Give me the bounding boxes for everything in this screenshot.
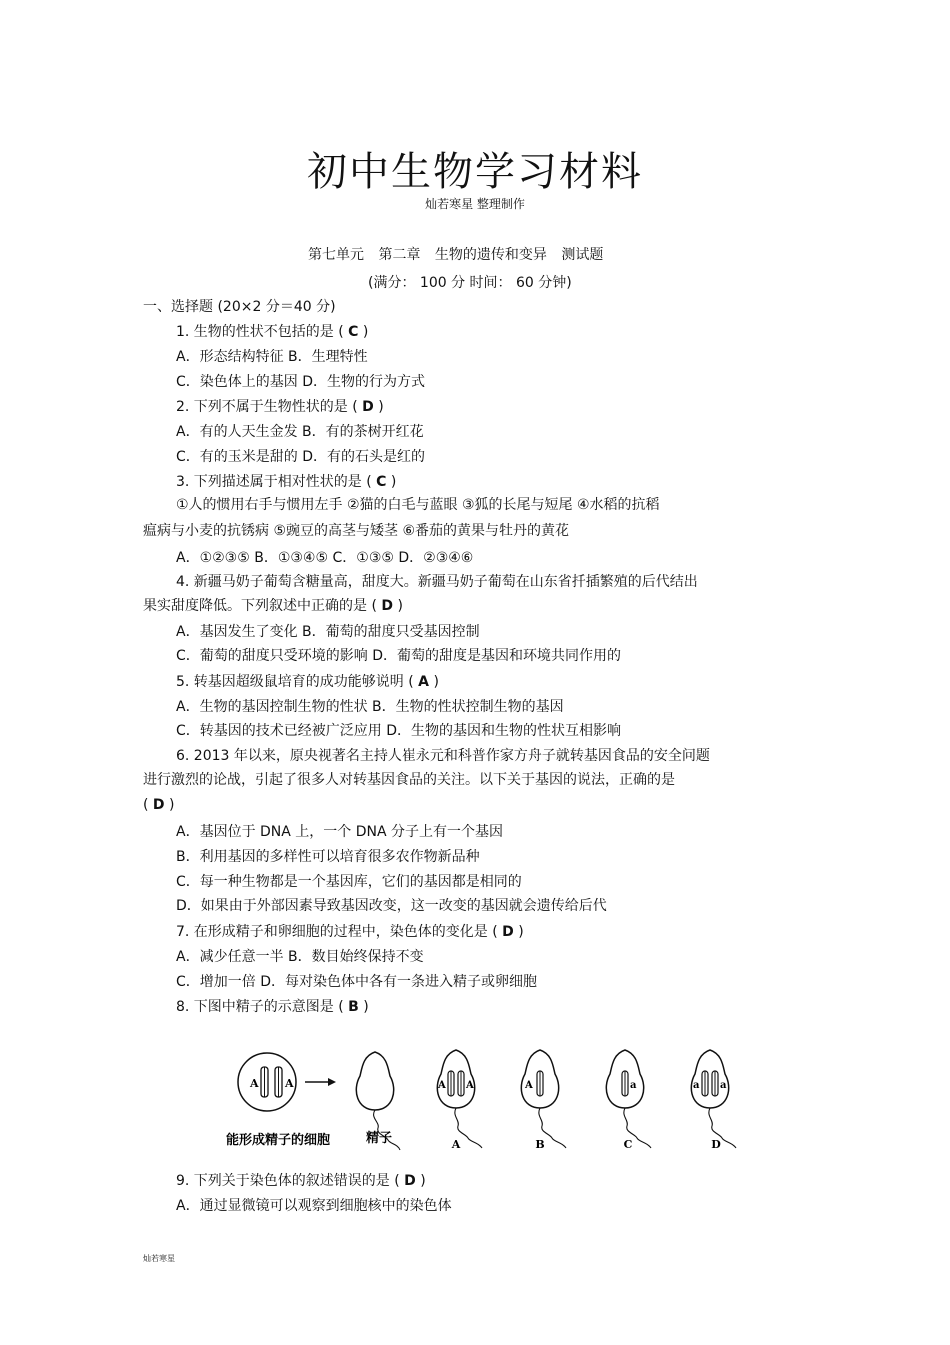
- option-b-diagram: [521, 1050, 566, 1148]
- question-line: [143, 595, 403, 615]
- closing-paren: ): [386, 474, 397, 490]
- question-stem: 1. 生物的性状不包括的是 (: [176, 324, 349, 340]
- question-stem: 2. 下列不属于生物性状的是 (: [176, 399, 363, 415]
- answer-letter: A: [418, 674, 430, 690]
- option-label: B: [535, 1138, 545, 1151]
- closing-paren: ): [164, 797, 175, 813]
- closing-paren: ): [513, 924, 524, 940]
- question-line: C．葡萄的甜度只受环境的影响 D．葡萄的甜度是基因和环境共同作用的: [176, 648, 622, 664]
- question-line: C．染色体上的基因 D．生物的行为方式: [176, 374, 426, 390]
- question-line: A．形态结构特征 B．生理特性: [176, 349, 368, 365]
- gene-label: A: [525, 1080, 533, 1091]
- question-line: A．①②③⑤ B．①③④⑤ C．①③⑤ D．②③④⑥: [176, 550, 474, 566]
- scoring-info: (满分： 100 分 时间： 60 分钟): [368, 275, 572, 291]
- answer-letter: C: [376, 474, 387, 490]
- question-line: 4. 新疆马奶子葡萄含糖量高，甜度大。新疆马奶子葡萄在山东省扦插繁殖的后代结出: [176, 574, 698, 590]
- arrow-head: [328, 1078, 336, 1086]
- answer-letter: D: [362, 399, 374, 415]
- question-stem: 9. 下列关于染色体的叙述错误的是 (: [176, 1173, 405, 1189]
- gene-label: a: [720, 1080, 727, 1091]
- page-footer: 灿若寒星: [143, 1254, 175, 1263]
- option-label: A: [451, 1138, 461, 1151]
- sperm-figure: [220, 1040, 770, 1155]
- answer-letter: D: [152, 797, 165, 813]
- question-line: A．有的人天生金发 B．有的茶树开红花: [176, 424, 424, 440]
- closing-paren: ): [358, 324, 369, 340]
- question-line: [176, 921, 524, 941]
- question-line: C．增加一倍 D．每对染色体中各有一条进入精子或卵细胞: [176, 974, 538, 990]
- question-line: 6. 2013 年以来，原央视著名主持人崔永元和科普作家方舟子就转基因食品的安全问题: [176, 748, 710, 764]
- question-line: [176, 996, 369, 1016]
- question-line: C．有的玉米是甜的 D．有的石头是红的: [176, 449, 426, 465]
- question-stem: (: [143, 797, 153, 813]
- section-heading: 一、选择题 (20×2 分＝40 分): [143, 299, 336, 315]
- question-line: 进行激烈的论战，引起了很多人对转基因食品的关注。以下关于基因的说法，正确的是: [143, 772, 675, 788]
- question-line: [176, 1170, 426, 1190]
- closing-paren: ): [358, 999, 369, 1015]
- option-c-diagram: [606, 1050, 651, 1148]
- answer-letter: D: [502, 924, 514, 940]
- question-line: A．减少任意一半 B．数目始终保持不变: [176, 949, 424, 965]
- question-line: [176, 671, 439, 691]
- question-stem: 5. 转基因超级鼠培育的成功能够说明 (: [176, 674, 419, 690]
- test-heading: 第七单元 第二章 生物的遗传和变异 测试题: [308, 247, 604, 263]
- answer-letter: D: [404, 1173, 416, 1189]
- question-line: [176, 321, 368, 341]
- page-title: 初中生物学习材料: [307, 149, 643, 195]
- answer-letter: D: [381, 598, 393, 614]
- question-line: [176, 471, 396, 491]
- question-stem: 8. 下图中精子的示意图是 (: [176, 999, 349, 1015]
- question-line: B．利用基因的多样性可以培育很多农作物新品种: [176, 849, 480, 865]
- sperm-caption: 精子: [366, 1131, 393, 1146]
- question-line: A．基因位于 DNA 上，一个 DNA 分子上有一个基因: [176, 824, 504, 840]
- option-d-diagram: [691, 1050, 736, 1148]
- question-line: 瘟病与小麦的抗锈病 ⑤豌豆的高茎与矮茎 ⑥番茄的黄果与牡丹的黄花: [143, 523, 570, 539]
- question-line: A．生物的基因控制生物的性状 B．生物的性状控制生物的基因: [176, 699, 564, 715]
- gene-label: a: [630, 1080, 637, 1091]
- gene-label: A: [250, 1077, 259, 1090]
- closing-paren: ): [415, 1173, 426, 1189]
- option-label: D: [711, 1138, 721, 1151]
- question-line: A．通过显微镜可以观察到细胞核中的染色体: [176, 1198, 452, 1214]
- question-line: [176, 396, 384, 416]
- question-line: A．基因发生了变化 B．葡萄的甜度只受基因控制: [176, 624, 480, 640]
- gene-label: A: [438, 1080, 446, 1091]
- option-a-diagram: [437, 1050, 482, 1148]
- page-subtitle: 灿若寒星 整理制作: [425, 197, 525, 211]
- question-line: C．转基因的技术已经被广泛应用 D．生物的基因和生物的性状互相影响: [176, 723, 622, 739]
- question-line: C．每一种生物都是一个基因库，它们的基因都是相同的: [176, 874, 522, 890]
- closing-paren: ): [393, 598, 403, 614]
- question-line: ①人的惯用右手与惯用左手 ②猫的白毛与蓝眼 ③狐的长尾与短尾 ④水稻的抗稻: [176, 497, 660, 513]
- question-line: D．如果由于外部因素导致基因改变，这一改变的基因就会遗传给后代: [176, 898, 607, 914]
- gene-label: A: [285, 1077, 294, 1090]
- answer-letter: B: [348, 999, 359, 1015]
- gene-label: A: [466, 1080, 474, 1091]
- gene-label: a: [693, 1080, 700, 1091]
- answer-letter: C: [348, 324, 359, 340]
- question-stem: 果实甜度降低。下列叙述中正确的是 (: [143, 598, 382, 614]
- option-label: C: [623, 1138, 633, 1151]
- question-stem: 3. 下列描述属于相对性状的是 (: [176, 474, 377, 490]
- cell-caption: 能形成精子的细胞: [226, 1133, 331, 1148]
- question-stem: 7. 在形成精子和卵细胞的过程中，染色体的变化是 (: [176, 924, 503, 940]
- closing-paren: ): [373, 399, 384, 415]
- closing-paren: ): [429, 674, 439, 690]
- question-line: [143, 797, 174, 813]
